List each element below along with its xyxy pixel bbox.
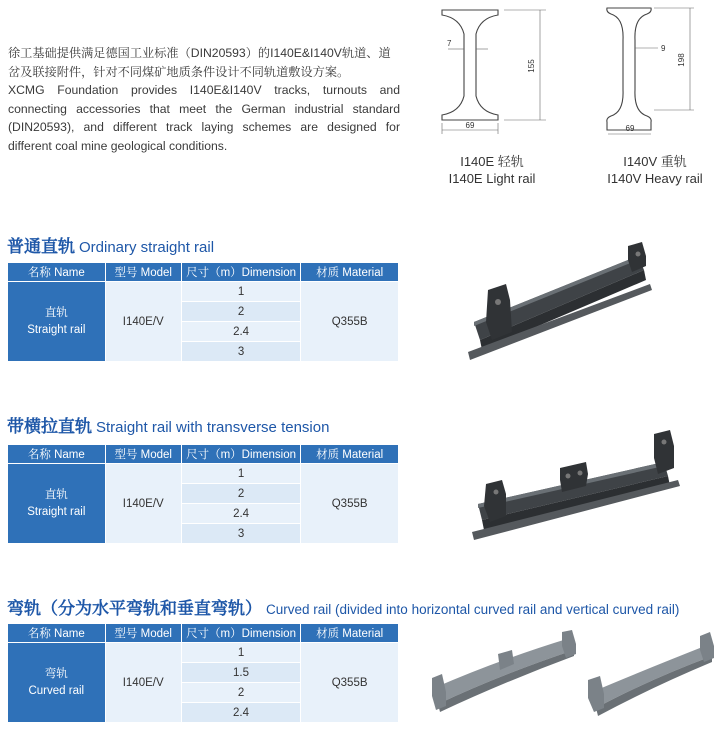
heavy-rail-profile-drawing [590,0,700,140]
header-model: 型号 Model [106,445,181,463]
model-cell: I140E/V [106,464,181,543]
header-model: 型号 Model [106,624,181,642]
section-title-zh: 普通直轨 [7,237,75,256]
spec-table-ordinary-straight-rail [7,262,399,362]
vertical-curved-rail-image [584,630,716,725]
dimension-cell: 2 [182,683,300,702]
light-rail-caption [432,153,552,187]
heavy-rail-caption-en: I140V Heavy rail [607,171,703,186]
header-material: 材质 Material [301,624,398,642]
light-rail-caption-en: I140E Light rail [448,171,536,186]
dimension-cell: 2.4 [182,703,300,722]
light-rail-caption-zh: I140E 轻轨 [460,154,524,169]
heavy-web-dimension: 9 [661,44,666,53]
section-title-en: Straight rail with transverse tension [96,419,330,436]
header-model: 型号 Model [106,263,181,281]
material-cell: Q355B [301,282,398,361]
product-name-zh: 直轨 [44,306,68,319]
dimension-cell: 2.4 [182,504,300,523]
product-name-en: Straight rail [27,505,86,518]
table-row [8,282,398,301]
heavy-width-dimension: 69 [625,124,635,133]
dimension-cell: 2 [182,302,300,321]
dimension-cell: 1 [182,282,300,301]
light-rail-profile-drawing [420,0,560,140]
header-dimension: 尺寸（m）Dimension [182,624,300,642]
section-title-zh: 带横拉直轨 [7,417,92,436]
dimension-cell: 2.4 [182,322,300,341]
spec-table-curved-rail [7,623,399,723]
spec-table-transverse-tension-rail [7,444,399,544]
table-header-row [8,445,398,463]
header-material: 材质 Material [301,263,398,281]
model-cell: I140E/V [106,643,181,722]
transverse-tension-rail-image [464,424,684,559]
horizontal-curved-rail-image [428,630,578,725]
table-row [8,643,398,662]
header-material: 材质 Material [301,445,398,463]
model-cell: I140E/V [106,282,181,361]
straight-rail-image [462,240,662,373]
section-title-curved-rail [7,594,679,619]
intro-zh: 徐工基础提供满足德国工业标准（DIN20593）的I140E&I140V轨道、道岔及联接附件，针对不同煤矿地质条件设计不同轨道敷设方案。 [8,46,391,79]
section-title-zh: 弯轨（分为水平弯轨和垂直弯轨） [7,599,262,618]
header-name: 名称 Name [8,624,105,642]
intro-text [8,44,400,155]
section-title-en: Ordinary straight rail [79,239,215,256]
material-cell: Q355B [301,464,398,543]
product-name-cell [8,643,105,722]
section-title-ordinary-straight-rail [7,232,214,257]
light-web-dimension: 7 [447,39,452,48]
product-name-cell [8,464,105,543]
light-height-dimension: 155 [527,59,536,73]
intro-en: XCMG Foundation provides I140E&I140V tracks, turnouts and connecting accessories that meet the German industrial standard (DIN20593), and different track laying schemes are designed for different coal mine geological conditions. [8,83,400,153]
section-title-en: Curved rail (divided into horizontal curved rail and vertical curved rail) [266,602,680,617]
table-header-row [8,624,398,642]
product-name-cell [8,282,105,361]
product-name-zh: 弯轨 [44,667,68,680]
dimension-cell: 3 [182,524,300,543]
heavy-height-dimension: 198 [677,53,686,67]
header-dimension: 尺寸（m）Dimension [182,445,300,463]
table-row [8,464,398,483]
dimension-cell: 1 [182,464,300,483]
table-header-row [8,263,398,281]
dimension-cell: 2 [182,484,300,503]
dimension-cell: 1.5 [182,663,300,682]
header-name: 名称 Name [8,263,105,281]
dimension-cell: 3 [182,342,300,361]
heavy-rail-caption [592,153,718,187]
header-dimension: 尺寸（m）Dimension [182,263,300,281]
material-cell: Q355B [301,643,398,722]
product-name-zh: 直轨 [44,488,68,501]
section-title-transverse-tension-rail [7,412,329,437]
heavy-rail-caption-zh: I140V 重轨 [623,154,687,169]
product-name-en: Curved rail [28,684,85,697]
light-width-dimension: 69 [465,121,475,130]
header-name: 名称 Name [8,445,105,463]
dimension-cell: 1 [182,643,300,662]
product-name-en: Straight rail [27,323,86,336]
